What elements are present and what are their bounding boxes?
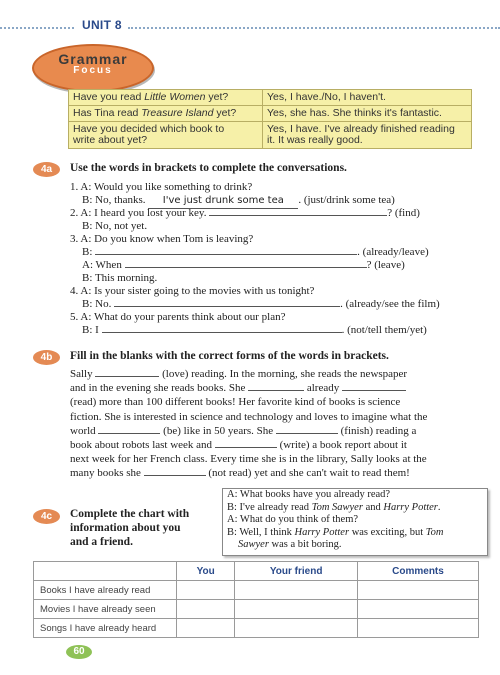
chart-cell[interactable] [235,619,358,638]
exercise-4c-instruction: Complete the chart with information about you and a friend. [70,508,190,548]
answer-blank[interactable] [276,433,338,434]
answer-blank[interactable]: I've just drunk some tea [148,195,298,209]
exercise-4a-badge: 4a [33,162,60,177]
chart-header-empty [34,562,177,581]
chart-row-label: Songs I have already heard [34,619,177,638]
example-dialog-box [222,488,488,556]
answer-blank[interactable] [95,254,357,255]
chart-row-label: Movies I have already seen [34,600,177,619]
focus-answer: Yes, she has. She thinks it's fantastic. [263,106,472,122]
comparison-chart [33,561,479,638]
dialog-line: B: I've already read Tom Sawyer and Harry Potter. [227,501,441,513]
table-row [34,619,479,638]
answer-blank[interactable] [209,215,387,216]
answer-blank[interactable] [125,267,367,268]
answer-blank[interactable] [114,306,340,307]
dialog-line: A: What books have you already read? [227,489,391,500]
ex4a-line-6: B: . (already/leave) [82,246,429,258]
dialog-line: Sawyer was a bit boring. [238,539,342,551]
chart-header-your-friend: Your friend [235,562,358,581]
chart-cell[interactable] [357,600,478,619]
ex4a-line-10: B: No. . (already/see the film) [82,298,440,310]
table-row [34,581,479,600]
ex4a-line-9: 4. A: Is your sister going to the movies with us tonight? [70,285,315,297]
chart-cell[interactable] [177,619,235,638]
focus-question: Has Tina read Treasure Island yet? [69,106,263,122]
chart-cell[interactable] [357,581,478,600]
ex4a-line-1: 1. A: Would you like something to drink? [70,181,253,193]
answer-blank[interactable] [248,390,304,391]
ex4a-line-7: A: When ? (leave) [82,259,405,271]
ex4a-line-4: B: No, not yet. [82,220,148,232]
chart-header-row [34,562,479,581]
chart-header-you: You [177,562,235,581]
table-row [34,600,479,619]
grammar-focus-subtitle: Focus [73,65,113,76]
answer-blank[interactable] [102,332,342,333]
unit-label: UNIT 8 [82,18,122,32]
table-row [69,122,472,149]
ex4a-line-2: B: No, thanks. I've just drunk some tea . (just/drink some tea) [82,194,395,209]
grammar-focus-table [68,89,472,149]
answer-blank[interactable] [215,447,277,448]
grammar-focus-badge [32,44,154,92]
exercise-4b-badge: 4b [33,350,60,365]
chart-cell[interactable] [177,581,235,600]
chart-row-label: Books I have already read [34,581,177,600]
ex4a-line-3: 2. A: I heard you lost your key. ? (find) [70,207,420,219]
page-number: 60 [66,645,92,659]
exercise-4a-instruction: Use the words in brackets to complete the conversations. [70,162,347,174]
focus-answer: Yes, I have./No, I haven't. [263,90,472,106]
table-row [69,90,472,106]
chart-cell[interactable] [235,581,358,600]
ex4a-line-11: 5. A: What do your parents think about our plan? [70,311,286,323]
grammar-focus-title: Grammar [58,51,128,67]
answer-blank[interactable] [95,376,159,377]
answer-blank[interactable] [342,390,406,391]
header-dotted-rule-left [0,27,74,29]
exercise-4b-instruction: Fill in the blanks with the correct forms of the words in brackets. [70,350,389,362]
exercise-4c-badge: 4c [33,509,60,524]
ex4a-line-12: B: I . (not/tell them/yet) [82,324,427,336]
focus-question: Have you read Little Women yet? [69,90,263,106]
table-row [69,106,472,122]
dialog-line: B: Well, I think Harry Potter was exciting, but Tom [227,526,444,538]
focus-answer: Yes, I have. I've already finished reading it. It was really good. [263,122,472,149]
chart-header-comments: Comments [357,562,478,581]
chart-cell[interactable] [177,600,235,619]
chart-cell[interactable] [357,619,478,638]
header-dotted-rule-right [128,27,500,29]
ex4a-line-8: B: This morning. [82,272,158,284]
answer-blank[interactable] [98,433,160,434]
ex4a-line-5: 3. A: Do you know when Tom is leaving? [70,233,254,245]
answer-blank[interactable] [144,475,206,476]
chart-cell[interactable] [235,600,358,619]
exercise-4b-paragraph: Sally (love) reading. In the morning, she reads the newspaper and in the evening she reads books. She already (read) more than 100 different books! Her favorite kind of books is science fiction. She is interested in science and technology and loves to imagine what the world (be) like in 50 years. She (finish) reading a book about robots last week and (write) a book report about it next week for her French class. Every time she is in the library, Sally looks at the many books she (not read) yet and she can't wait to read them! [70,368,428,480]
focus-question: Have you decided which book to write about yet? [69,122,263,149]
dialog-line: A: What do you think of them? [227,514,359,526]
